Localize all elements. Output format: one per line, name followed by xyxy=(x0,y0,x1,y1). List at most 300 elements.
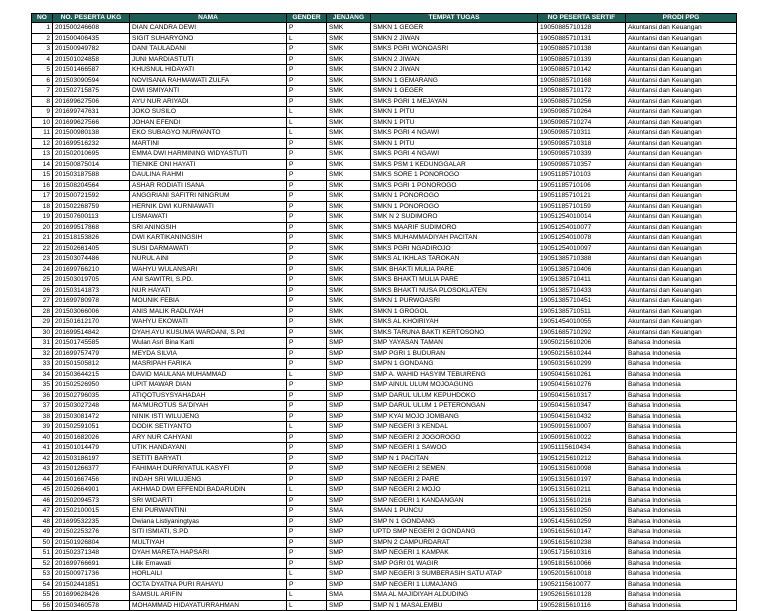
cell-nama: MASRIPAH FARIKA xyxy=(130,359,287,370)
cell-gender: P xyxy=(287,506,327,517)
cell-nama: SAMSUL ARIFIN xyxy=(130,590,287,601)
cell-nama: Dwiana Listiyaningtyas xyxy=(130,516,287,527)
cell-tempat-tugas: SMKS PGRI 4 NGAWI xyxy=(371,128,538,139)
cell-nama: DWI ISMIYANTI xyxy=(130,86,287,97)
cell-no-peserta-ukg: 201699757479 xyxy=(53,348,130,359)
cell-gender: P xyxy=(287,401,327,412)
cell-no-peserta-ukg: 201501466587 xyxy=(53,65,130,76)
cell-gender: P xyxy=(287,432,327,443)
cell-no-peserta-ukg: 201503066006 xyxy=(53,306,130,317)
cell-no-peserta-sertif: 19050885710172 xyxy=(538,86,626,97)
table-row xyxy=(32,590,737,601)
cell-no-peserta-sertif: 19050985710339 xyxy=(538,149,626,160)
cell-prodi-ppg: Akuntansi dan Keuangan xyxy=(626,243,737,254)
cell-no-peserta-sertif: 19052615610128 xyxy=(538,590,626,601)
col-header-no-peserta-sertif: NO PESERTA SERTIF xyxy=(538,14,626,23)
cell-nama: AKHMAD DWI EFFENDI BADARUDIN xyxy=(130,485,287,496)
table-row xyxy=(32,233,737,244)
cell-prodi-ppg: Akuntansi dan Keuangan xyxy=(626,317,737,328)
col-header-no: NO xyxy=(32,14,53,23)
col-header-jenjang: JENJANG xyxy=(327,14,371,23)
cell-no-peserta-ukg: 201502796035 xyxy=(53,390,130,401)
cell-no-peserta-ukg: 201699766691 xyxy=(53,558,130,569)
cell-gender: P xyxy=(287,65,327,76)
cell-no-peserta-ukg: 201699627566 xyxy=(53,117,130,128)
cell-nama: DODIK SETIYANTO xyxy=(130,422,287,433)
cell-jenjang: SMA xyxy=(327,590,371,601)
table-row xyxy=(32,495,737,506)
cell-no-peserta-sertif: 19051254010078 xyxy=(538,233,626,244)
cell-no: 17 xyxy=(32,191,53,202)
table-row xyxy=(32,338,737,349)
cell-jenjang: SMK xyxy=(327,138,371,149)
cell-prodi-ppg: Akuntansi dan Keuangan xyxy=(626,44,737,55)
cell-nama: DAULINA RAHMI xyxy=(130,170,287,181)
cell-jenjang: SMK xyxy=(327,201,371,212)
table-row xyxy=(32,285,737,296)
cell-jenjang: SMP xyxy=(327,558,371,569)
table-row xyxy=(32,128,737,139)
cell-prodi-ppg: Bahasa Indonesia xyxy=(626,411,737,422)
cell-tempat-tugas: SMKN 2 JIWAN xyxy=(371,65,538,76)
cell-prodi-ppg: Bahasa Indonesia xyxy=(626,474,737,485)
cell-no: 15 xyxy=(32,170,53,181)
table-row xyxy=(32,180,737,191)
cell-nama: HERNIK DWI KURNIAWATI xyxy=(130,201,287,212)
cell-gender: P xyxy=(287,233,327,244)
cell-gender: P xyxy=(287,222,327,233)
cell-nama: AYU NUR ARIYADI xyxy=(130,96,287,107)
cell-jenjang: SMP xyxy=(327,453,371,464)
cell-nama: OCTA DYATNA PURI RAHAYU xyxy=(130,579,287,590)
cell-no-peserta-sertif: 19051385710411 xyxy=(538,275,626,286)
cell-jenjang: SMP xyxy=(327,369,371,380)
cell-no-peserta-ukg: 201699516232 xyxy=(53,138,130,149)
cell-jenjang: SMP xyxy=(327,600,371,611)
cell-jenjang: SMP xyxy=(327,401,371,412)
cell-no-peserta-ukg: 201502371348 xyxy=(53,548,130,559)
cell-no: 41 xyxy=(32,443,53,454)
cell-gender: P xyxy=(287,86,327,97)
cell-jenjang: SMK xyxy=(327,317,371,328)
cell-no-peserta-ukg: 201699532235 xyxy=(53,516,130,527)
cell-prodi-ppg: Akuntansi dan Keuangan xyxy=(626,275,737,286)
cell-no-peserta-sertif: 19050915610007 xyxy=(538,422,626,433)
cell-nama: SETITI BARYATI xyxy=(130,453,287,464)
table-row xyxy=(32,432,737,443)
cell-jenjang: SMK xyxy=(327,243,371,254)
cell-jenjang: SMK xyxy=(327,75,371,86)
cell-no-peserta-sertif: 19052115610077 xyxy=(538,579,626,590)
cell-tempat-tugas: SMP N 1 PACITAN xyxy=(371,453,538,464)
table-row xyxy=(32,411,737,422)
cell-no: 31 xyxy=(32,338,53,349)
cell-gender: L xyxy=(287,569,327,580)
cell-gender: L xyxy=(287,590,327,601)
cell-prodi-ppg: Akuntansi dan Keuangan xyxy=(626,296,737,307)
table-row xyxy=(32,485,737,496)
cell-no: 40 xyxy=(32,432,53,443)
cell-no-peserta-sertif: 19050885710168 xyxy=(538,75,626,86)
table-row xyxy=(32,191,737,202)
cell-nama: ANGGRIANI SAFITRI NINGRUM xyxy=(130,191,287,202)
table-row xyxy=(32,44,737,55)
cell-nama: SRI WIDARTI xyxy=(130,495,287,506)
table-row xyxy=(32,23,737,34)
cell-no-peserta-sertif: 19051115610434 xyxy=(538,443,626,454)
cell-gender: P xyxy=(287,170,327,181)
table-row xyxy=(32,254,737,265)
cell-tempat-tugas: SMKS PGRI 4 NGAWI xyxy=(371,149,538,160)
cell-no: 5 xyxy=(32,65,53,76)
cell-nama: ARY NUR CAHYANI xyxy=(130,432,287,443)
cell-prodi-ppg: Akuntansi dan Keuangan xyxy=(626,180,737,191)
cell-tempat-tugas: SMP NEGERI 1 LUMAJANG xyxy=(371,579,538,590)
table-row xyxy=(32,317,737,328)
col-header-gender: GENDER xyxy=(287,14,327,23)
cell-gender: L xyxy=(287,369,327,380)
cell-prodi-ppg: Bahasa Indonesia xyxy=(626,338,737,349)
cell-tempat-tugas: SMKN 1 GEMARANG xyxy=(371,75,538,86)
cell-no: 29 xyxy=(32,317,53,328)
cell-tempat-tugas: SMPN 2 CAMPURDARAT xyxy=(371,537,538,548)
cell-no-peserta-sertif: 19050415610276 xyxy=(538,380,626,391)
cell-prodi-ppg: Akuntansi dan Keuangan xyxy=(626,33,737,44)
cell-prodi-ppg: Bahasa Indonesia xyxy=(626,516,737,527)
cell-no-peserta-sertif: 19050415610432 xyxy=(538,411,626,422)
cell-no: 53 xyxy=(32,569,53,580)
cell-tempat-tugas: SMP DARUL ULUM 1 PETERONGAN xyxy=(371,401,538,412)
cell-no-peserta-ukg: 201699780978 xyxy=(53,296,130,307)
cell-no-peserta-sertif: 19052015610018 xyxy=(538,569,626,580)
cell-no-peserta-ukg: 201501505812 xyxy=(53,359,130,370)
cell-tempat-tugas: SMK N 2 SUDIMORO xyxy=(371,212,538,223)
cell-nama: EKO SUBAGYO NURWANTO xyxy=(130,128,287,139)
cell-jenjang: SMK xyxy=(327,191,371,202)
cell-prodi-ppg: Akuntansi dan Keuangan xyxy=(626,222,737,233)
cell-no-peserta-sertif: 19051185710106 xyxy=(538,180,626,191)
table-row xyxy=(32,149,737,160)
cell-prodi-ppg: Akuntansi dan Keuangan xyxy=(626,107,737,118)
cell-jenjang: SMP xyxy=(327,390,371,401)
cell-prodi-ppg: Bahasa Indonesia xyxy=(626,506,737,517)
cell-prodi-ppg: Akuntansi dan Keuangan xyxy=(626,128,737,139)
cell-tempat-tugas: SMKN 1 PITU xyxy=(371,117,538,128)
cell-tempat-tugas: SMKS PGRI WONOASRI xyxy=(371,44,538,55)
header-row xyxy=(32,14,737,23)
cell-no-peserta-sertif: 19050885710128 xyxy=(538,23,626,34)
cell-no-peserta-sertif: 19051615610238 xyxy=(538,537,626,548)
cell-gender: L xyxy=(287,107,327,118)
cell-no-peserta-sertif: 19051415610259 xyxy=(538,516,626,527)
cell-nama: LISMAWATI xyxy=(130,212,287,223)
cell-prodi-ppg: Akuntansi dan Keuangan xyxy=(626,212,737,223)
cell-gender: P xyxy=(287,411,327,422)
cell-gender: P xyxy=(287,443,327,454)
cell-gender: P xyxy=(287,558,327,569)
cell-prodi-ppg: Akuntansi dan Keuangan xyxy=(626,306,737,317)
cell-gender: P xyxy=(287,275,327,286)
cell-no-peserta-sertif: 19051315610211 xyxy=(538,485,626,496)
cell-nama: ASHAR RODIATI ISANA xyxy=(130,180,287,191)
cell-tempat-tugas: SMKN 1 GROGOL xyxy=(371,306,538,317)
cell-no: 23 xyxy=(32,254,53,265)
cell-prodi-ppg: Akuntansi dan Keuangan xyxy=(626,201,737,212)
cell-no: 39 xyxy=(32,422,53,433)
cell-no-peserta-ukg: 201501745585 xyxy=(53,338,130,349)
cell-no-peserta-ukg: 201502100015 xyxy=(53,506,130,517)
cell-prodi-ppg: Akuntansi dan Keuangan xyxy=(626,159,737,170)
cell-no-peserta-ukg: 201501682026 xyxy=(53,432,130,443)
table-row xyxy=(32,453,737,464)
cell-tempat-tugas: SMKN 2 JIWAN xyxy=(371,54,538,65)
cell-no: 19 xyxy=(32,212,53,223)
cell-no: 20 xyxy=(32,222,53,233)
cell-nama: Wulan Asri Bina Karti xyxy=(130,338,287,349)
cell-jenjang: SMA xyxy=(327,506,371,517)
cell-no-peserta-ukg: 201502526950 xyxy=(53,380,130,391)
cell-tempat-tugas: SMP AINUL ULUM MOJOAGUNG xyxy=(371,380,538,391)
cell-jenjang: SMK xyxy=(327,180,371,191)
cell-nama: MULTIYAH xyxy=(130,537,287,548)
cell-no-peserta-ukg: 201500980138 xyxy=(53,128,130,139)
cell-gender: P xyxy=(287,254,327,265)
cell-jenjang: SMP xyxy=(327,527,371,538)
cell-prodi-ppg: Akuntansi dan Keuangan xyxy=(626,86,737,97)
cell-gender: P xyxy=(287,159,327,170)
cell-no-peserta-ukg: 201699628426 xyxy=(53,590,130,601)
cell-no-peserta-ukg: 201502664901 xyxy=(53,485,130,496)
cell-no: 32 xyxy=(32,348,53,359)
cell-jenjang: SMK xyxy=(327,254,371,265)
cell-no-peserta-ukg: 201699517868 xyxy=(53,222,130,233)
cell-tempat-tugas: SMKS BHAKTI NUSA PLOSOKLATEN xyxy=(371,285,538,296)
cell-gender: P xyxy=(287,285,327,296)
cell-no-peserta-sertif: 19051215610212 xyxy=(538,453,626,464)
cell-no-peserta-sertif: 19050885710142 xyxy=(538,65,626,76)
cell-tempat-tugas: SMK BHAKTI MULIA PARE xyxy=(371,264,538,275)
cell-no: 35 xyxy=(32,380,53,391)
cell-nama: NINIK ISTI WILUJENG xyxy=(130,411,287,422)
cell-nama: MOHAMMAD HIDAYATURRAHMAN xyxy=(130,600,287,611)
cell-tempat-tugas: SMP NEGERI 3 SUMBERASIH SATU ATAP xyxy=(371,569,538,580)
cell-nama: NURUL AINI xyxy=(130,254,287,265)
table-row xyxy=(32,527,737,538)
cell-no: 14 xyxy=(32,159,53,170)
cell-no: 21 xyxy=(32,233,53,244)
cell-tempat-tugas: SMKN 1 PONOROGO xyxy=(371,191,538,202)
cell-no: 26 xyxy=(32,285,53,296)
cell-nama: WAHYU EKOWATI xyxy=(130,317,287,328)
cell-no: 45 xyxy=(32,485,53,496)
cell-prodi-ppg: Bahasa Indonesia xyxy=(626,369,737,380)
cell-no-peserta-ukg: 201503141873 xyxy=(53,285,130,296)
cell-no: 7 xyxy=(32,86,53,97)
cell-tempat-tugas: SMKS PGRI NGADIROJO xyxy=(371,243,538,254)
cell-gender: P xyxy=(287,306,327,317)
cell-nama: SITI ISMIATI, S.PD xyxy=(130,527,287,538)
cell-jenjang: SMP xyxy=(327,338,371,349)
cell-tempat-tugas: SMP NEGERI 1 KANDANGAN xyxy=(371,495,538,506)
table-row xyxy=(32,159,737,170)
cell-jenjang: SMK xyxy=(327,296,371,307)
cell-no: 8 xyxy=(32,96,53,107)
cell-no-peserta-sertif: 19050215610244 xyxy=(538,348,626,359)
table-body xyxy=(32,23,737,611)
cell-prodi-ppg: Bahasa Indonesia xyxy=(626,600,737,611)
cell-no-peserta-ukg: 201502010695 xyxy=(53,149,130,160)
cell-prodi-ppg: Bahasa Indonesia xyxy=(626,495,737,506)
cell-no-peserta-ukg: 201503027248 xyxy=(53,401,130,412)
cell-jenjang: SMP xyxy=(327,432,371,443)
table-row xyxy=(32,170,737,181)
table-row xyxy=(32,474,737,485)
cell-no-peserta-sertif: 19051715610316 xyxy=(538,548,626,559)
cell-no-peserta-sertif: 19050415610261 xyxy=(538,369,626,380)
table-row xyxy=(32,33,737,44)
cell-gender: P xyxy=(287,296,327,307)
cell-nama: UPIT MAWAR DIAN xyxy=(130,380,287,391)
cell-tempat-tugas: SMKN 1 PITU xyxy=(371,138,538,149)
cell-no: 9 xyxy=(32,107,53,118)
cell-gender: P xyxy=(287,191,327,202)
cell-no-peserta-ukg: 201501926804 xyxy=(53,537,130,548)
cell-no: 1 xyxy=(32,23,53,34)
cell-no: 10 xyxy=(32,117,53,128)
cell-no-peserta-ukg: 201500949782 xyxy=(53,44,130,55)
table-row xyxy=(32,548,737,559)
cell-gender: P xyxy=(287,548,327,559)
cell-prodi-ppg: Akuntansi dan Keuangan xyxy=(626,96,737,107)
cell-prodi-ppg: Akuntansi dan Keuangan xyxy=(626,264,737,275)
cell-prodi-ppg: Bahasa Indonesia xyxy=(626,390,737,401)
cell-jenjang: SMK xyxy=(327,54,371,65)
cell-jenjang: SMK xyxy=(327,44,371,55)
cell-nama: NUR HAYATI xyxy=(130,285,287,296)
cell-gender: L xyxy=(287,422,327,433)
cell-nama: SUSI DARMAWATI xyxy=(130,243,287,254)
cell-tempat-tugas: SMKS TARUNA BAKTI KERTOSONO xyxy=(371,327,538,338)
table-row xyxy=(32,201,737,212)
cell-tempat-tugas: SMKS PGRI 1 PONOROGO xyxy=(371,180,538,191)
cell-no: 42 xyxy=(32,453,53,464)
cell-gender: P xyxy=(287,390,327,401)
cell-jenjang: SMK xyxy=(327,275,371,286)
cell-no-peserta-sertif: 19050985710311 xyxy=(538,128,626,139)
cell-no-peserta-ukg: 201501014479 xyxy=(53,443,130,454)
cell-jenjang: SMK xyxy=(327,306,371,317)
cell-no: 47 xyxy=(32,506,53,517)
cell-prodi-ppg: Bahasa Indonesia xyxy=(626,443,737,454)
cell-no-peserta-ukg: 201502715875 xyxy=(53,86,130,97)
cell-jenjang: SMK xyxy=(327,65,371,76)
cell-tempat-tugas: SMKS PSM 1 KEDUNGGALAR xyxy=(371,159,538,170)
cell-gender: P xyxy=(287,327,327,338)
cell-no-peserta-ukg: 201501024858 xyxy=(53,54,130,65)
cell-prodi-ppg: Akuntansi dan Keuangan xyxy=(626,138,737,149)
cell-prodi-ppg: Akuntansi dan Keuangan xyxy=(626,117,737,128)
cell-gender: P xyxy=(287,579,327,590)
cell-no-peserta-sertif: 19051185710159 xyxy=(538,201,626,212)
cell-no-peserta-ukg: 201500971736 xyxy=(53,569,130,580)
cell-tempat-tugas: SMKN 1 PITU xyxy=(371,107,538,118)
cell-jenjang: SMK xyxy=(327,159,371,170)
cell-no-peserta-ukg: 201502268759 xyxy=(53,201,130,212)
cell-tempat-tugas: UPTD SMP NEGERI 2 GONDANG xyxy=(371,527,538,538)
cell-nama: JUNI MARDIASTUTI xyxy=(130,54,287,65)
cell-gender: P xyxy=(287,380,327,391)
cell-jenjang: SMP xyxy=(327,411,371,422)
cell-no-peserta-ukg: 201500721592 xyxy=(53,191,130,202)
cell-jenjang: SMK xyxy=(327,128,371,139)
cell-no-peserta-ukg: 201502253276 xyxy=(53,527,130,538)
cell-no-peserta-ukg: 201508204564 xyxy=(53,180,130,191)
cell-nama: DYAH AYU KUSUMA WARDANI, S.Pd xyxy=(130,327,287,338)
cell-gender: P xyxy=(287,527,327,538)
cell-no-peserta-ukg: 201503090594 xyxy=(53,75,130,86)
cell-jenjang: SMK xyxy=(327,233,371,244)
cell-tempat-tugas: SMKS BHAKTI MULIA PARE xyxy=(371,275,538,286)
cell-nama: MA'MUROTUS SA'DIYAH xyxy=(130,401,287,412)
cell-no-peserta-sertif: 19050415610317 xyxy=(538,390,626,401)
cell-no: 33 xyxy=(32,359,53,370)
cell-tempat-tugas: SMA AL MAJIDIYAH ALDUDING xyxy=(371,590,538,601)
cell-jenjang: SMK xyxy=(327,327,371,338)
cell-nama: KHUSNUL HIDAYATI xyxy=(130,65,287,76)
cell-prodi-ppg: Bahasa Indonesia xyxy=(626,401,737,412)
cell-tempat-tugas: SMKN 1 PURWOASRI xyxy=(371,296,538,307)
cell-gender: P xyxy=(287,54,327,65)
cell-jenjang: SMP xyxy=(327,495,371,506)
cell-jenjang: SMK xyxy=(327,96,371,107)
cell-prodi-ppg: Bahasa Indonesia xyxy=(626,453,737,464)
cell-tempat-tugas: SMP A. WAHID HASYIM TEBUIRENG xyxy=(371,369,538,380)
cell-tempat-tugas: SMP NEGERI 1 KAMPAK xyxy=(371,548,538,559)
cell-gender: P xyxy=(287,138,327,149)
cell-nama: UTIK HANDAYANI xyxy=(130,443,287,454)
cell-tempat-tugas: SMKS MAARIF SUDIMORO xyxy=(371,222,538,233)
cell-prodi-ppg: Akuntansi dan Keuangan xyxy=(626,149,737,160)
table-row xyxy=(32,65,737,76)
cell-jenjang: SMK xyxy=(327,285,371,296)
table-row xyxy=(32,422,737,433)
cell-tempat-tugas: SMP NEGERI 2 MOJO xyxy=(371,485,538,496)
cell-prodi-ppg: Akuntansi dan Keuangan xyxy=(626,233,737,244)
cell-gender: P xyxy=(287,23,327,34)
table-row xyxy=(32,600,737,611)
table-row xyxy=(32,537,737,548)
cell-prodi-ppg: Bahasa Indonesia xyxy=(626,432,737,443)
cell-no: 4 xyxy=(32,54,53,65)
cell-no-peserta-sertif: 19050985710318 xyxy=(538,138,626,149)
cell-gender: P xyxy=(287,149,327,160)
cell-no: 49 xyxy=(32,527,53,538)
cell-prodi-ppg: Bahasa Indonesia xyxy=(626,527,737,538)
cell-tempat-tugas: SMP NEGERI 2 JOGOROGO xyxy=(371,432,538,443)
cell-no-peserta-ukg: 201503081472 xyxy=(53,411,130,422)
cell-no-peserta-sertif: 19052815610116 xyxy=(538,600,626,611)
cell-no: 36 xyxy=(32,390,53,401)
cell-no-peserta-ukg: 201502441851 xyxy=(53,579,130,590)
cell-nama: TIENIKE ONI HAYATI xyxy=(130,159,287,170)
cell-jenjang: SMK xyxy=(327,170,371,181)
cell-tempat-tugas: SMAN 1 PUNCU xyxy=(371,506,538,517)
cell-tempat-tugas: SMKS AL IKHLAS TAROKAN xyxy=(371,254,538,265)
cell-prodi-ppg: Bahasa Indonesia xyxy=(626,558,737,569)
cell-no: 37 xyxy=(32,401,53,412)
cell-no-peserta-sertif: 19050915610022 xyxy=(538,432,626,443)
cell-no-peserta-sertif: 19051385710406 xyxy=(538,264,626,275)
